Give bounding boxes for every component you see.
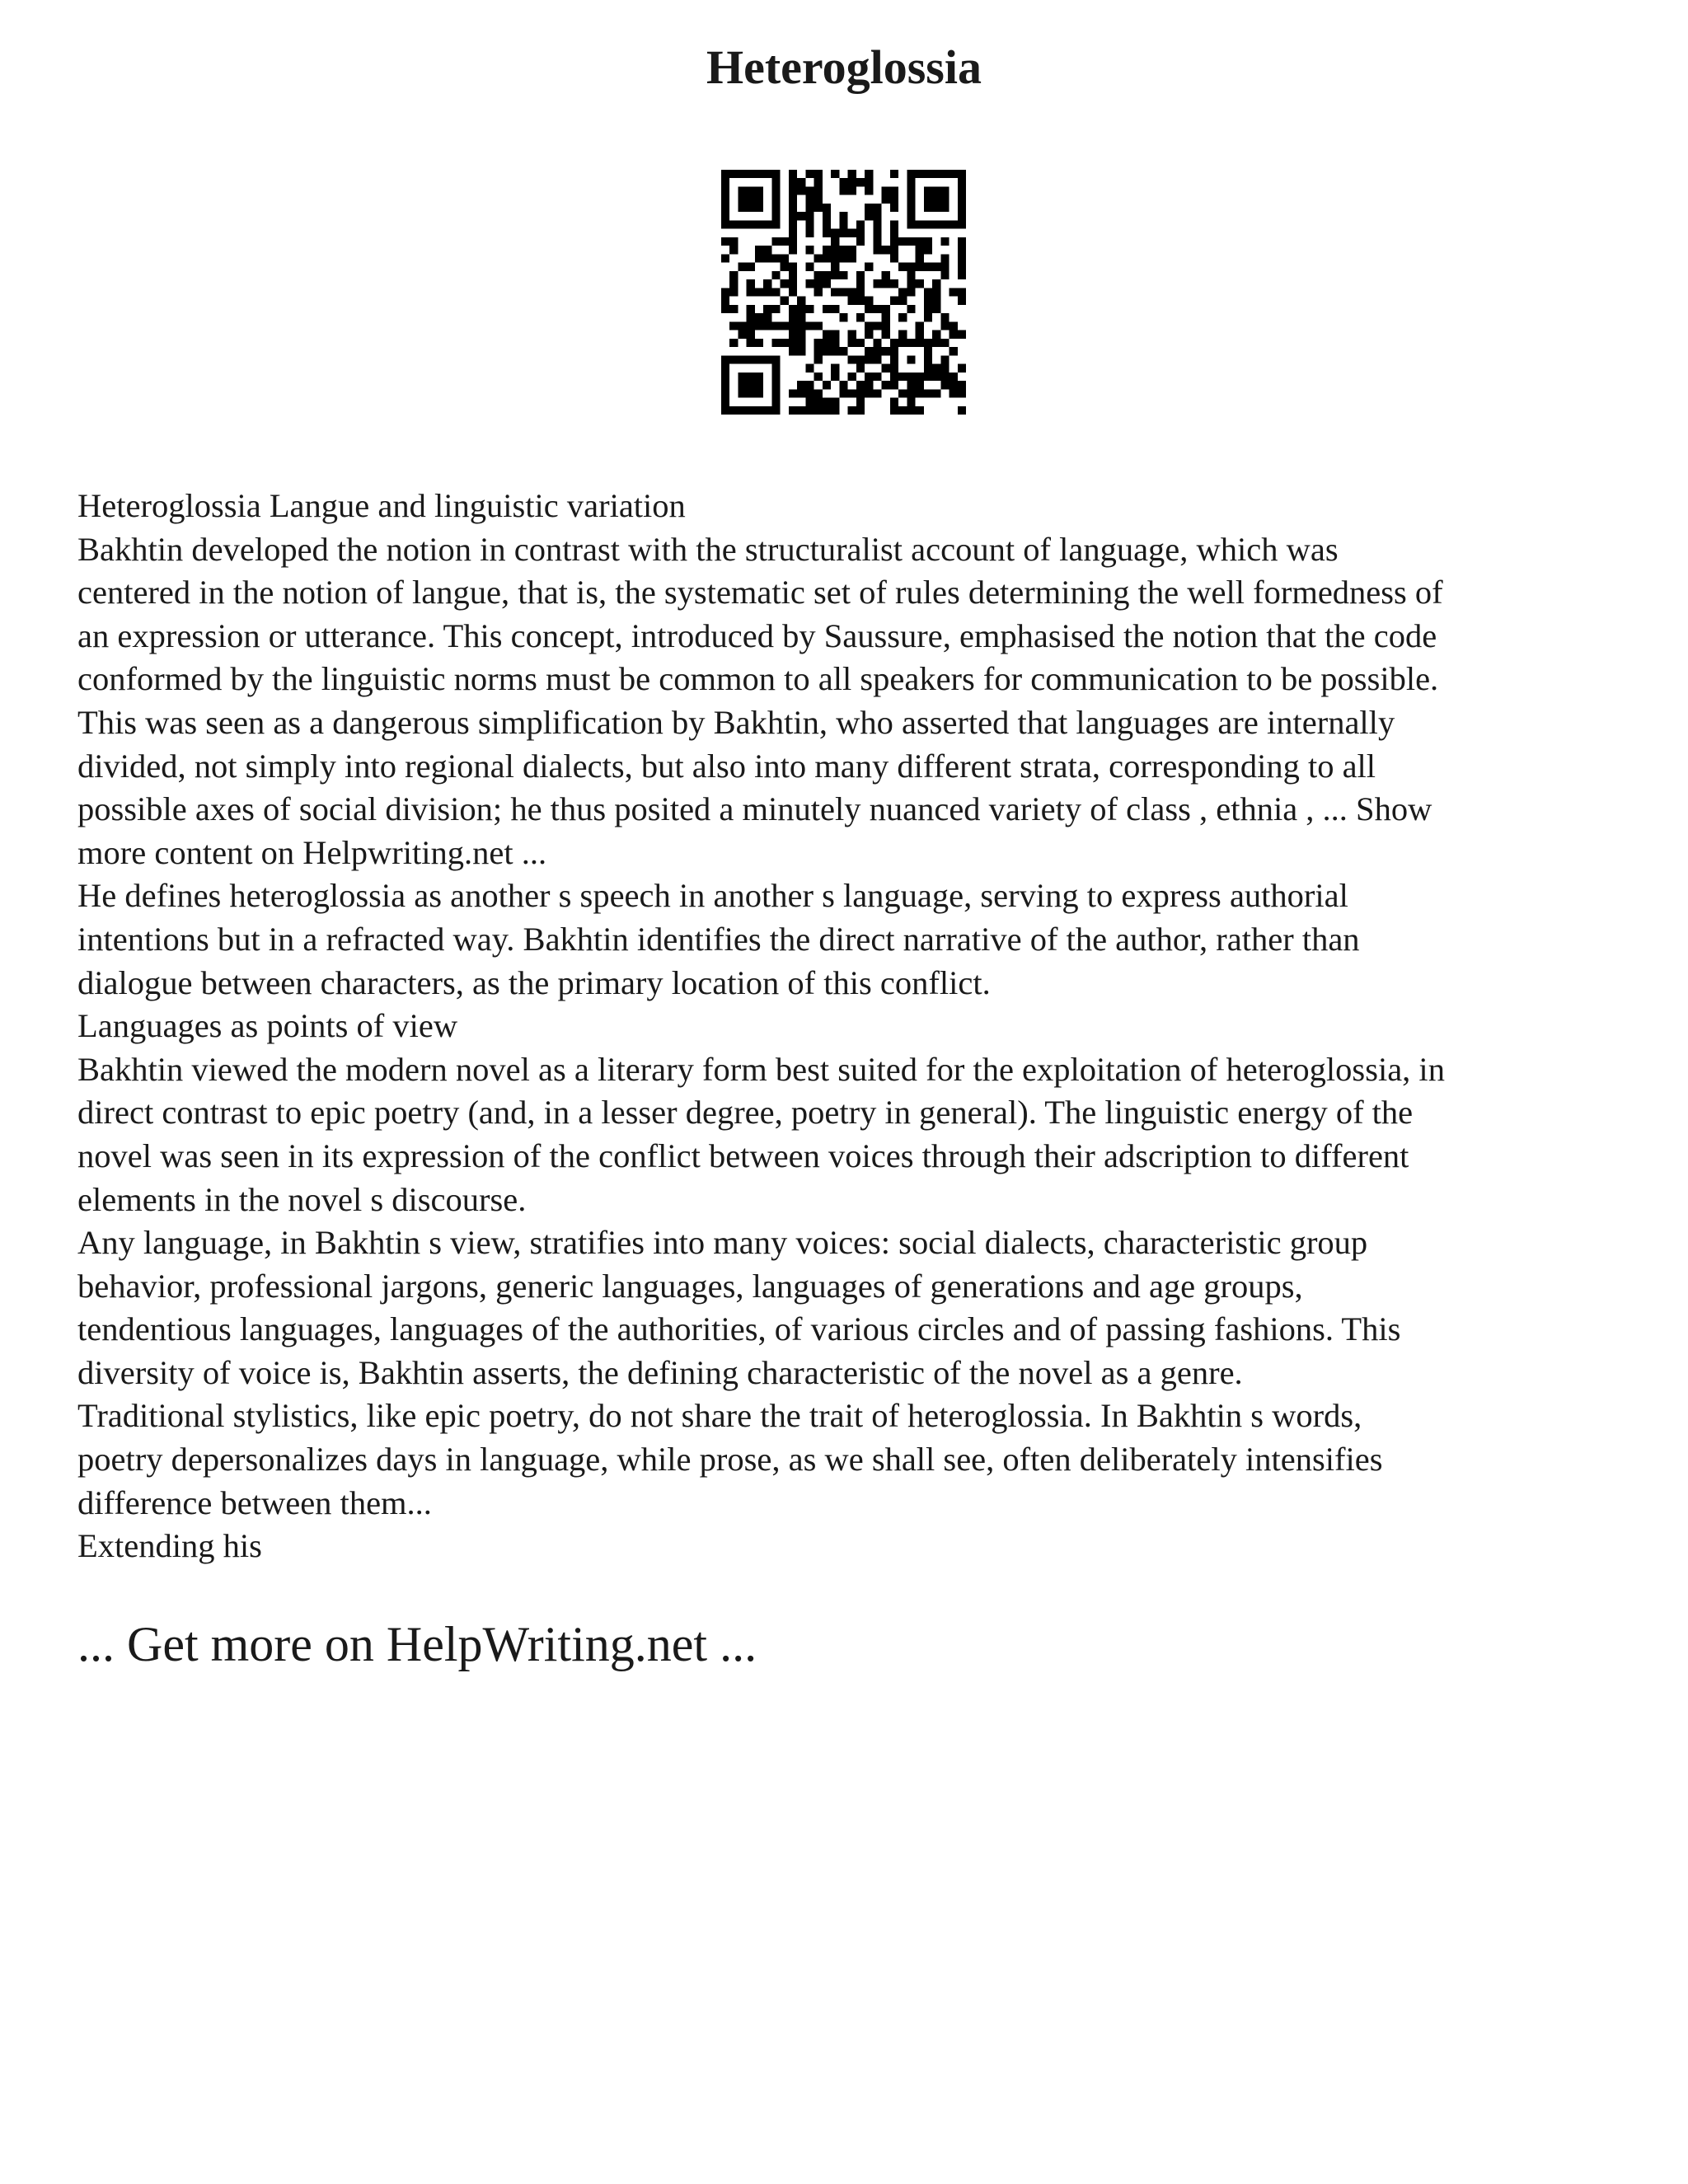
article-line: possible axes of social division; he thus posited a minutely nuanced variety of class , ethnia , ... Show: [77, 790, 1432, 828]
page-title: Heteroglossia: [706, 40, 982, 94]
article-line: This was seen as a dangerous simplification by Bakhtin, who asserted that languages are internally: [77, 703, 1395, 741]
article-body: [77, 485, 1627, 1568]
article-line: dialogue between characters, as the primary location of this conflict.: [77, 963, 991, 1001]
article-line: poetry depersonalizes days in language, while prose, as we shall see, often deliberately intensifies: [77, 1441, 1383, 1479]
article-line: Extending his: [77, 1527, 262, 1565]
article-line: intentions but in a refracted way. Bakhtin identifies the direct narrative of the author, rather than: [77, 920, 1360, 958]
article-line: Heteroglossia Langue and linguistic variation: [77, 487, 686, 524]
article-line: Bakhtin developed the notion in contrast with the structuralist account of language, which was: [77, 530, 1339, 568]
article-line: behavior, professional jargons, generic languages, languages of generations and age groups,: [77, 1267, 1303, 1305]
qr-code-icon: [721, 170, 966, 415]
article-line: Traditional stylistics, like epic poetry, do not share the trait of heteroglossia. In Bakhtin s words,: [77, 1397, 1362, 1435]
article-line: an expression or utterance. This concept, introduced by Saussure, emphasised the notion that the code: [77, 616, 1437, 654]
article-line: Bakhtin viewed the modern novel as a literary form best suited for the exploitation of heteroglossia, in: [77, 1050, 1445, 1088]
article-line: Any language, in Bakhtin s view, stratifies into many voices: social dialects, characteristic group: [77, 1224, 1368, 1262]
article-line: difference between them...: [77, 1483, 432, 1521]
article-line: conformed by the linguistic norms must be common to all speakers for communication to be possible.: [77, 660, 1439, 698]
article-line: centered in the notion of langue, that is, the systematic set of rules determining the well formedness of: [77, 574, 1443, 612]
article-line: Languages as points of view: [77, 1007, 458, 1045]
article-line: novel was seen in its expression of the conflict between voices through their adscription to different: [77, 1137, 1409, 1174]
article-line: divided, not simply into regional dialects, but also into many different strata, corresponding to all: [77, 747, 1376, 785]
article-line: diversity of voice is, Bakhtin asserts, the defining characteristic of the novel as a genre.: [77, 1353, 1243, 1391]
article-line: elements in the novel s discourse.: [77, 1180, 527, 1218]
article-line: direct contrast to epic poetry (and, in a lesser degree, poetry in general). The linguistic energy of the: [77, 1094, 1414, 1132]
article-line: He defines heteroglossia as another s speech in another s language, serving to express authorial: [77, 877, 1348, 915]
get-more-link[interactable]: ... Get more on HelpWriting.net ...: [77, 1617, 757, 1671]
article-line: tendentious languages, languages of the authorities, of various circles and of passing fashions. This: [77, 1310, 1401, 1348]
article-line: more content on Helpwriting.net ...: [77, 833, 547, 871]
